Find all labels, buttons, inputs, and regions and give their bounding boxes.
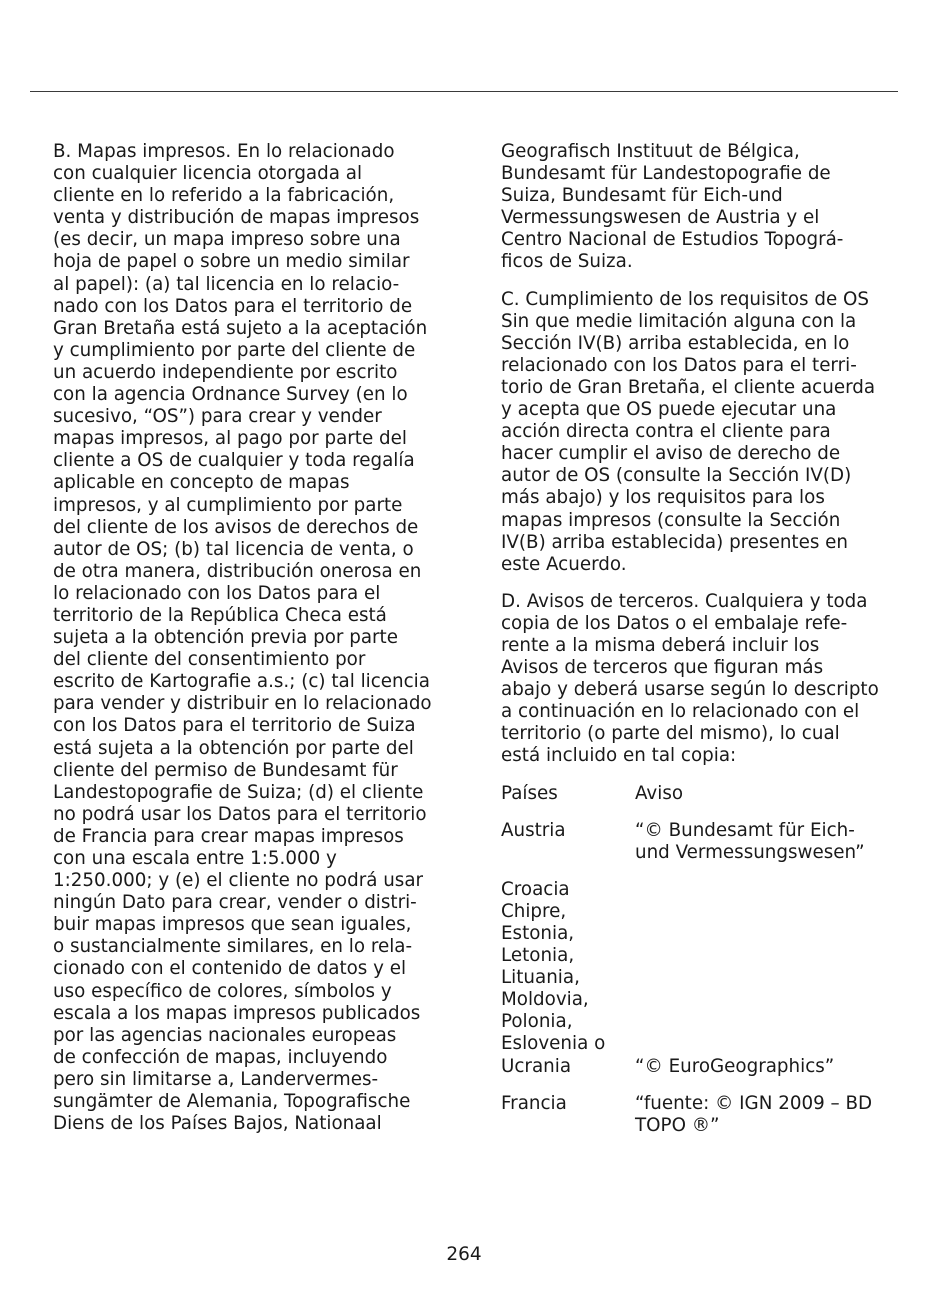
text-line: escala a los mapas impresos publicados [53,1002,421,1024]
text-line: de Francia para crear mapas impresos [53,825,404,847]
os-requirements-paragraph [501,289,889,576]
text-line: 1:250.000; y (e) el cliente no podrá usar [53,870,424,892]
page-number: 264 [446,1244,482,1265]
text-line: para vender y distribuir en lo relacionado [53,693,432,715]
text-line: con una escala entre 1:5.000 y [53,848,337,869]
text-line: al papel): (a) tal licencia en lo relacio- [53,273,400,295]
text-line: buir mapas impresos que sean iguales, [53,914,412,936]
text-line: uso específico de colores, símbolos y [53,980,392,1002]
text-line: hacer cumplir el aviso de derecho de [501,443,841,465]
country-line: Croacia [501,878,570,900]
text-line: nado con los Datos para el territorio de [53,295,413,317]
text-line: cliente a OS de cualquier y toda regalía [53,450,415,472]
text-line: aplicable en concepto de mapas [53,472,350,494]
text-line: o sustancialmente similares, en lo rela- [53,936,413,958]
text-line: copia de los Datos o el embalaje refe- [501,612,848,634]
left-column [53,141,438,1150]
text-line: autor de OS; (b) tal licencia de venta, o [53,538,414,560]
text-line: Diens de los Países Bajos, Nationaal [53,1113,382,1135]
country-column-header: Países [501,782,558,804]
text-line: por las agencias nacionales europeas [53,1024,397,1046]
text-line: pero sin limitarse a, Landervermes- [53,1068,379,1090]
text-line: ningún Dato para crear, vender o distri- [53,892,417,914]
text-line: del cliente de los avisos de derechos de [53,516,419,538]
text-line: cliente en lo referido a la fabricación, [53,185,395,207]
text-line: Gran Bretaña está sujeto a la aceptación [53,317,428,339]
notice-line: und Vermessungswesen” [635,841,865,863]
text-line: impresos, y al cumplimiento por parte [53,494,403,516]
text-line: cliente del permiso de Bundesamt für [53,759,398,781]
country-line: Austria [501,819,566,841]
right-column [501,141,889,1152]
text-line: no podrá usar los Datos para el territorio [53,803,427,825]
text-line: con la agencia Ordnance Survey (en lo [53,384,408,406]
text-line: ficos de Suiza. [501,251,633,273]
text-line: más abajo) y los requisitos para los [501,487,825,509]
maps-printed-paragraph [53,141,438,1135]
text-line: Bundesamt für Landestopografie de [501,163,831,185]
text-line: mapas impresos (consulte la Sección [501,509,841,531]
text-line: con cualquier licencia otorgada al [53,163,363,185]
text-line: Vermessungswesen de Austria y el [501,207,820,229]
header-rule [30,91,898,92]
country-line: Moldovia, [501,989,589,1011]
text-line: está incluido en tal copia: [501,745,737,767]
text-line: lo relacionado con los Datos para el [53,582,381,604]
third-party-notices-table [501,783,889,1137]
text-line: acción directa contra el cliente para [501,421,831,443]
text-line: Sin que medie limitación alguna con la [501,310,857,332]
text-line: y acepta que OS puede ejecutar una [501,399,837,421]
text-line: escrito de Kartografie a.s.; (c) tal licencia [53,671,430,693]
text-line: abajo y deberá usarse según lo descripto [501,679,879,701]
text-line: D. Avisos de terceros. Cualquiera y toda [501,590,868,612]
notice-column-header: Aviso [635,782,684,804]
text-line: un acuerdo independiente por escrito [53,361,398,383]
country-line: Lituania, [501,967,580,989]
text-line: Landestopografie de Suiza; (d) el cliente [53,781,424,803]
text-line: torio de Gran Bretaña, el cliente acuerda [501,376,876,398]
country-line: Estonia, [501,923,575,944]
continuation-paragraph [501,141,889,274]
table-row [501,1093,889,1137]
text-line: Avisos de terceros que figuran más [501,657,824,679]
text-line: con los Datos para el territorio de Suiza [53,715,416,737]
text-line: a continuación en lo relacionado con el [501,701,860,723]
text-line: autor de OS (consulte la Sección IV(D) [501,465,852,487]
country-line: Francia [501,1092,567,1114]
text-line: Geografisch Instituut de Bélgica, [501,141,800,162]
notice-line: “fuente: © IGN 2009 – BD [635,1092,873,1114]
text-line: territorio (o parte del mismo), lo cual [501,723,840,745]
text-line: Centro Nacional de Estudios Topográ- [501,229,844,251]
text-line: sujeta a la obtención previa por parte [53,627,398,649]
text-line: Sección IV(B) arriba establecida, en lo [501,332,850,354]
text-line: venta y distribución de mapas impresos [53,207,420,229]
text-line: de otra manera, distribución onerosa en [53,560,422,582]
text-line: C. Cumplimiento de los requisitos de OS [501,288,870,310]
text-line: sucesivo, “OS”) para crear y vender [53,406,382,428]
text-line: IV(B) arriba establecida) presentes en [501,531,848,553]
text-line: de confección de mapas, incluyendo [53,1046,388,1068]
text-line: del cliente del consentimiento por [53,649,366,671]
text-line: B. Mapas impresos. En lo relacionado [53,141,395,162]
notice-cell [635,879,889,1078]
text-line: hoja de papel o sobre un medio similar [53,251,410,273]
text-line: sungämter de Alemania, Topografische [53,1091,411,1113]
table-row [501,820,889,864]
notice-line: “© EuroGeographics” [635,1055,835,1077]
country-cell [501,1093,635,1137]
country-line: Chipre, [501,900,567,922]
text-line: Suiza, Bundesamt für Eich-und [501,185,783,207]
notice-cell [635,820,889,864]
third-party-notices-paragraph [501,591,889,768]
notice-cell [635,1093,889,1137]
text-line: está sujeta a la obtención por parte del [53,737,414,759]
notice-line: “© Bundesamt für Eich- [635,819,855,841]
text-line: cionado con el contenido de datos y el [53,958,407,980]
text-line: relacionado con los Datos para el terri- [501,354,857,376]
text-line: territorio de la República Checa está [53,604,387,626]
table-header-row [501,783,889,805]
country-cell [501,879,635,1078]
notice-line: TOPO ®” [635,1114,720,1136]
text-line: mapas impresos, al pago por parte del [53,428,407,450]
country-line: Letonia, [501,945,575,967]
country-line: Polonia, [501,1011,573,1033]
country-line: Eslovenia o [501,1033,606,1055]
text-line: rente a la misma deberá incluir los [501,634,820,656]
country-cell [501,820,635,864]
text-line: este Acuerdo. [501,553,627,575]
text-line: y cumplimiento por parte del cliente de [53,339,416,361]
table-row [501,879,889,1078]
text-line: (es decir, un mapa impreso sobre una [53,229,401,251]
country-line: Ucrania [501,1055,572,1077]
